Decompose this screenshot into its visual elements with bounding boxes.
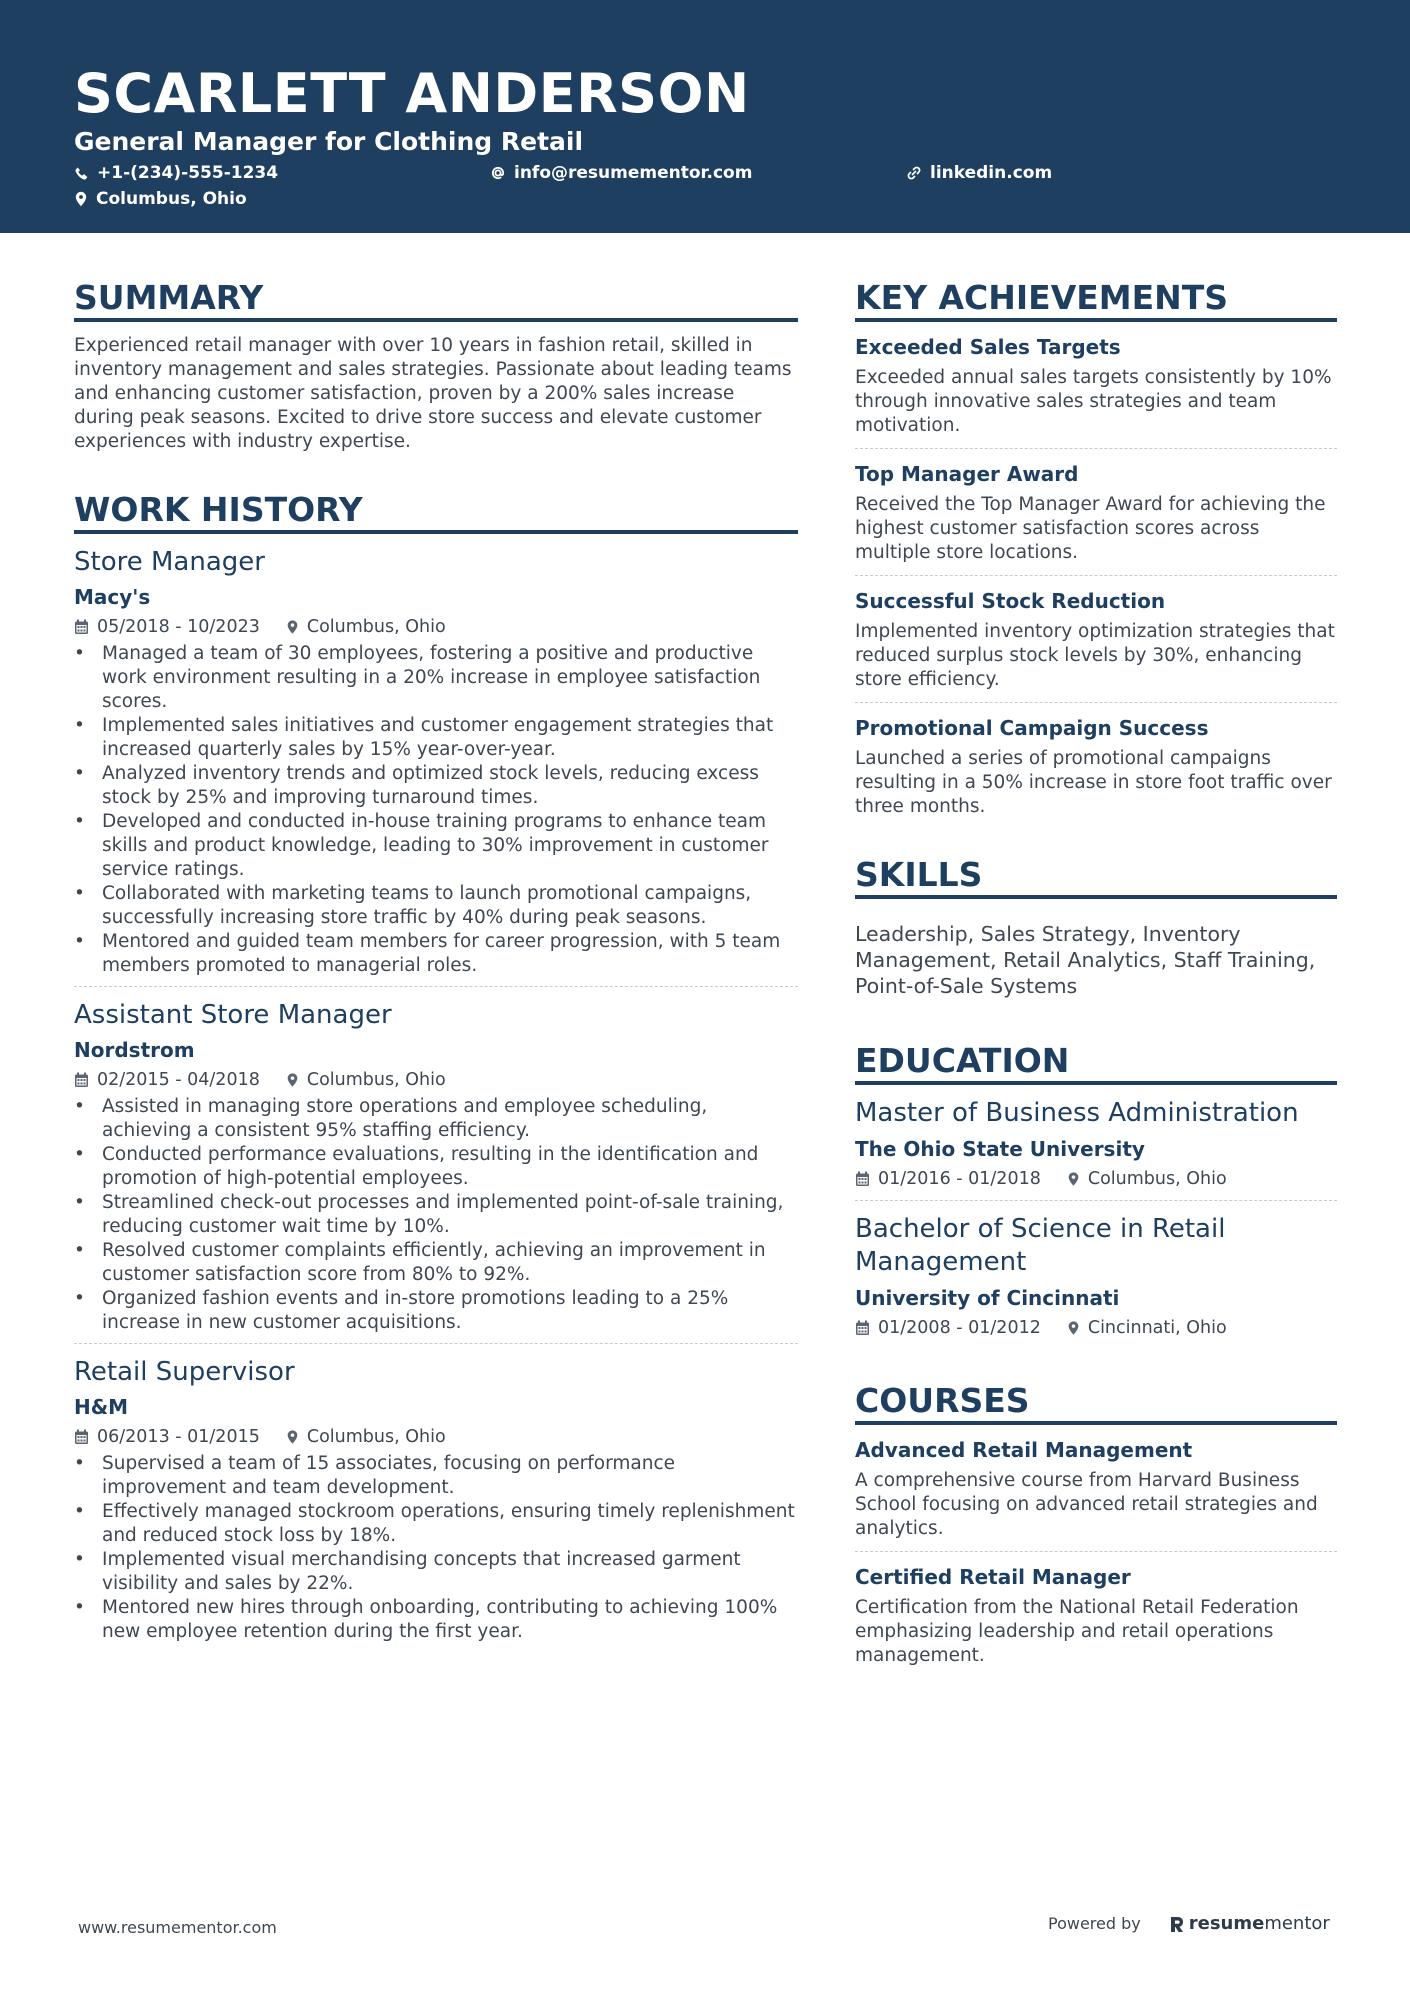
job-bullet: • Conducted performance evaluations, resulting in the identification and promotion of high-potential employees. [74,1143,798,1191]
achievement-item [855,461,1337,576]
course-desc: A comprehensive course from Harvard Business School focusing on advanced retail strategies and analytics. [855,1470,1318,1539]
education-item [855,1097,1337,1201]
achievement-desc: Exceeded annual sales targets consistently by 10% through innovative sales strategies and team motivation. [855,367,1332,436]
course-item [855,1564,1337,1678]
summary-heading: SUMMARY [74,280,798,322]
education-location: Cincinnati, Ohio [1087,1318,1227,1338]
education-meta [855,1317,1337,1339]
job-bullet: • Implemented visual merchandising concepts that increased garment visibility and sales by 22%. [74,1548,798,1596]
school-name: University of Cincinnati [855,1286,1120,1310]
calendar-icon [855,1171,870,1187]
education-item [855,1213,1337,1349]
job-location: Columbus, Ohio [306,1070,446,1090]
contact-phone [74,162,278,184]
job-meta [74,616,798,638]
course-item [855,1437,1337,1552]
link-icon [906,165,922,181]
job-bullet: • Mentored new hires through onboarding, contributing to achieving 100% new employee retention during the first year. [74,1596,798,1644]
job-location: Columbus, Ohio [306,617,446,637]
job-bullets [74,1452,798,1644]
skills-heading: SKILLS [855,857,1337,899]
at-icon [490,165,506,181]
achievement-title: Exceeded Sales Targets [855,335,1121,359]
job-location: Columbus, Ohio [306,1427,446,1447]
job-entry [74,546,798,987]
job-bullet: • Collaborated with marketing teams to launch promotional campaigns, successfully increasing store traffic by 40% during peak seasons. [74,882,798,930]
calendar-icon [74,619,89,635]
calendar-icon [74,1072,89,1088]
job-meta [74,1426,798,1448]
achievements-heading: KEY ACHIEVEMENTS [855,280,1337,322]
achievement-desc: Received the Top Manager Award for achieving the highest customer satisfaction scores across multiple store locations. [855,494,1326,563]
education-heading: EDUCATION [855,1043,1337,1085]
company-name: Macy's [74,585,151,609]
contact-linkedin[interactable] [906,162,1052,184]
job-bullet: • Developed and conducted in-house training programs to enhance team skills and product knowledge, leading to 30% improvement in customer service ratings. [74,810,798,882]
education-dates: 01/2016 - 01/2018 [878,1169,1041,1189]
course-title: Advanced Retail Management [855,1438,1193,1462]
education-meta [855,1168,1337,1190]
achievement-desc: Implemented inventory optimization strategies that reduced surplus stock levels by 30%, enhancing store efficiency. [855,621,1335,690]
job-bullets [74,1095,798,1335]
job-dates: 06/2013 - 01/2015 [97,1427,260,1447]
phone-icon [74,166,89,181]
job-bullet: • Effectively managed stockroom operations, ensuring timely replenishment and reduced stock loss by 18%. [74,1500,798,1548]
linkedin-text: linkedin.com [930,163,1053,183]
achievement-desc: Launched a series of promotional campaigns resulting in a 50% increase in store foot traffic over three months. [855,748,1332,817]
footer-website[interactable]: www.resumementor.com [78,1918,277,1937]
achievement-title: Top Manager Award [855,462,1079,486]
brand-name-light: mentor [1264,1913,1330,1934]
footer-branding [1048,1913,1330,1934]
candidate-name: SCARLETT ANDERSON [74,62,750,125]
job-bullet: • Analyzed inventory trends and optimized stock levels, reducing excess stock by 25% and improving turnaround times. [74,762,798,810]
location-pin-icon [286,1072,299,1088]
education-location: Columbus, Ohio [1087,1169,1227,1189]
education-dates: 01/2008 - 01/2012 [878,1318,1041,1338]
left-column [74,280,798,1652]
location-pin-icon [286,619,299,635]
job-bullet: • Implemented sales initiatives and customer engagement strategies that increased quarterly sales by 15% year-over-year. [74,714,798,762]
achievement-title: Promotional Campaign Success [855,716,1209,740]
brand-name-bold: resume [1188,1913,1265,1934]
email-text: info@resumementor.com [514,163,753,183]
brand-logo[interactable] [1169,1913,1330,1934]
resumementor-logo-icon [1169,1915,1185,1933]
job-title: Store Manager [74,547,265,577]
job-bullet: • Streamlined check-out processes and implemented point-of-sale training, reducing customer wait time by 10%. [74,1191,798,1239]
location-text: Columbus, Ohio [96,189,247,209]
skills-text: Leadership, Sales Strategy, Inventory Management, Retail Analytics, Staff Training, Point-of-Sale Systems [855,922,1316,998]
achievement-item [855,588,1337,703]
right-column [855,280,1337,1678]
company-name: H&M [74,1395,129,1419]
job-bullet: • Assisted in managing store operations and employee scheduling, achieving a consistent 95% staffing efficiency. [74,1095,798,1143]
job-title: Assistant Store Manager [74,1000,392,1030]
job-bullet: • Managed a team of 30 employees, fostering a positive and productive work environment resulting in a 20% increase in employee satisfaction scores. [74,642,798,714]
job-dates: 05/2018 - 10/2023 [97,617,260,637]
job-bullet: • Organized fashion events and in-store promotions leading to a 25% increase in new customer acquisitions. [74,1287,798,1335]
contact-email[interactable] [490,162,752,184]
job-bullet: • Supervised a team of 15 associates, focusing on performance improvement and team development. [74,1452,798,1500]
calendar-icon [855,1320,870,1336]
school-name: The Ohio State University [855,1137,1145,1161]
job-bullet: • Mentored and guided team members for career progression, with 5 team members promoted to managerial roles. [74,930,798,978]
calendar-icon [74,1429,89,1445]
job-bullets [74,642,798,978]
achievement-item [855,334,1337,449]
phone-text: +1-(234)-555-1234 [97,163,279,183]
course-desc: Certification from the National Retail Federation emphasizing leadership and retail operations management. [855,1597,1299,1666]
achievement-item [855,715,1337,829]
resume-header [0,0,1410,233]
summary-text: Experienced retail manager with over 10 years in fashion retail, skilled in inventory management and sales strategies. Passionate about leading teams and enhancing customer satisfaction, proven by a 200% sales increase during peak seasons. Excited to drive store success and elevate customer experiences with industry expertise. [74,335,792,452]
job-entry [74,1356,798,1652]
job-dates: 02/2015 - 04/2018 [97,1070,260,1090]
job-meta [74,1069,798,1091]
job-entry [74,999,798,1344]
company-name: Nordstrom [74,1038,195,1062]
candidate-title: General Manager for Clothing Retail [74,127,584,156]
location-pin-icon [1067,1171,1080,1187]
work-history-heading: WORK HISTORY [74,492,798,534]
powered-by-label: Powered by [1048,1914,1141,1933]
location-pin-icon [286,1429,299,1445]
job-title: Retail Supervisor [74,1357,295,1387]
achievement-title: Successful Stock Reduction [855,589,1166,613]
location-pin-icon [1067,1320,1080,1336]
degree-title: Master of Business Administration [855,1098,1299,1128]
contact-location [74,188,247,210]
courses-heading: COURSES [855,1383,1337,1425]
degree-title: Bachelor of Science in Retail Management [855,1214,1226,1277]
location-pin-icon [74,191,88,207]
job-bullet: • Resolved customer complaints efficiently, achieving an improvement in customer satisfaction score from 80% to 92%. [74,1239,798,1287]
course-title: Certified Retail Manager [855,1565,1131,1589]
